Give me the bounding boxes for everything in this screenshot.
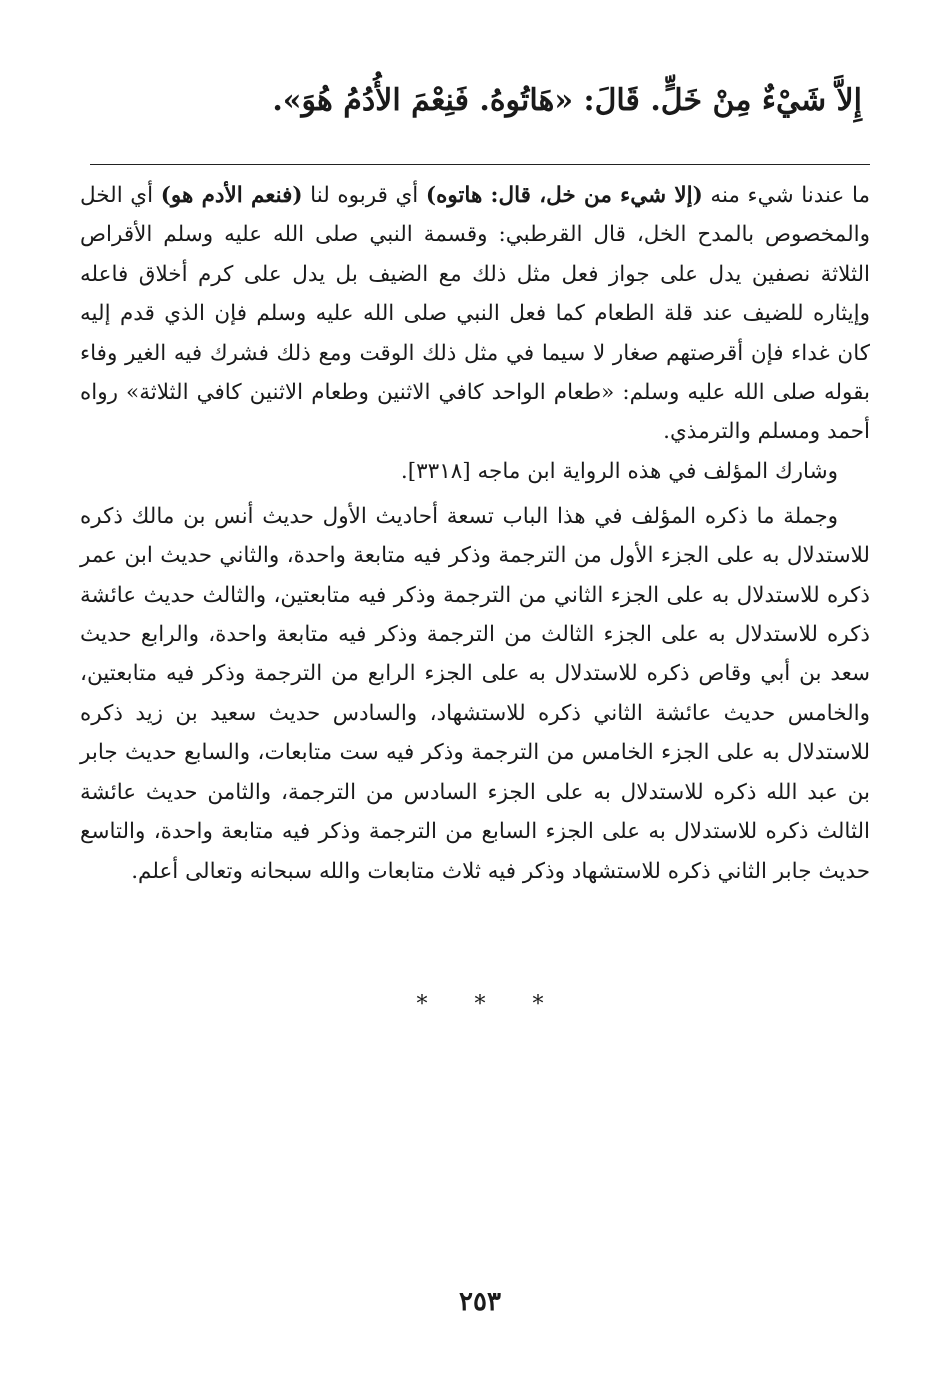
commentary-paragraph-3: وجملة ما ذكره المؤلف في هذا الباب تسعة أحاديث الأول حديث أنس بن مالك ذكره للاستدلال به على الجزء الأول من الترجمة وذكر فيه متابعة واحدة، والثاني حديث ابن عمر ذكره للاستدلال به على الجزء الثاني من الترجمة وذكر فيه متابعتين، والثالث حديث عائشة ذكره للاستدلال به على الجزء الثالث من الترجمة وذكر فيه متابعة واحدة، والرابع حديث سعد بن أبي وقاص ذكره للاستدلال به على الجزء الرابع من الترجمة وذكر فيه متابعتين، والخامس حديث عائشة الثاني ذكره للاستشهاد، والسادس حديث سعيد بن زيد ذكره للاستدلال به على الجزء الخامس من الترجمة وذكر فيه ست متابعات، والسابع حديث جابر بن عبد الله ذكره للاستدلال به على الجزء السادس من الترجمة، والثامن حديث عائشة الثالث ذكره للاستدلال به على الجزء السابع من الترجمة وذكر فيه متابعة واحدة، والتاسع حديث جابر الثاني ذكره للاستشهاد وذكر فيه ثلاث متابعات والله سبحانه وتعالى أعلم. xyxy=(80,503,870,884)
quoted-phrase: (إلا شيء من خل، قال: هاتوه) xyxy=(425,183,703,208)
commentary-text: أي قربوه لنا xyxy=(302,183,426,208)
commentary-paragraph-2: وشارك المؤلف في هذه الرواية ابن ماجه [٣٣١٨]. xyxy=(400,458,838,484)
quoted-phrase: (فنعم الأدم هو) xyxy=(160,183,303,208)
hadith-text: إِلاَّ شَيْءٌ مِنْ خَلٍّ. قَالَ: «هَاتُوهُ. فَنِعْمَ الأُدُمُ هُوَ». xyxy=(272,83,862,118)
commentary-paragraph-1 xyxy=(80,176,870,452)
page-number: ٢٥٣ xyxy=(459,1287,501,1317)
section-separator: * * * xyxy=(416,992,564,1017)
commentary-text: ما عندنا شيء منه xyxy=(702,183,871,208)
footnote-divider xyxy=(90,164,870,165)
commentary-text: أي الخل والمخصوص بالمدح الخل، قال القرطبي: وقسمة النبي صلى الله عليه وسلم الأقراص الثلاثة نصفين يدل على جواز فعل مثل ذلك مع الضيف بل يدل على كرم أخلاق فاعله وإيثاره للضيف عند قلة الطعام كما فعل النبي صلى الله عليه وسلم فإن الذي قدم إليه كان غداء فإن أقرصتهم صغار لا سيما في مثل ذلك الوقت ومع ذلك فشرك فيه الغير وفاء بقوله صلى الله عليه وسلم: «طعام الواحد كافي الاثنين وطعام الاثنين كافي الثلاثة» رواه أحمد ومسلم والترمذي. xyxy=(80,183,870,445)
commentary-body xyxy=(80,176,870,891)
